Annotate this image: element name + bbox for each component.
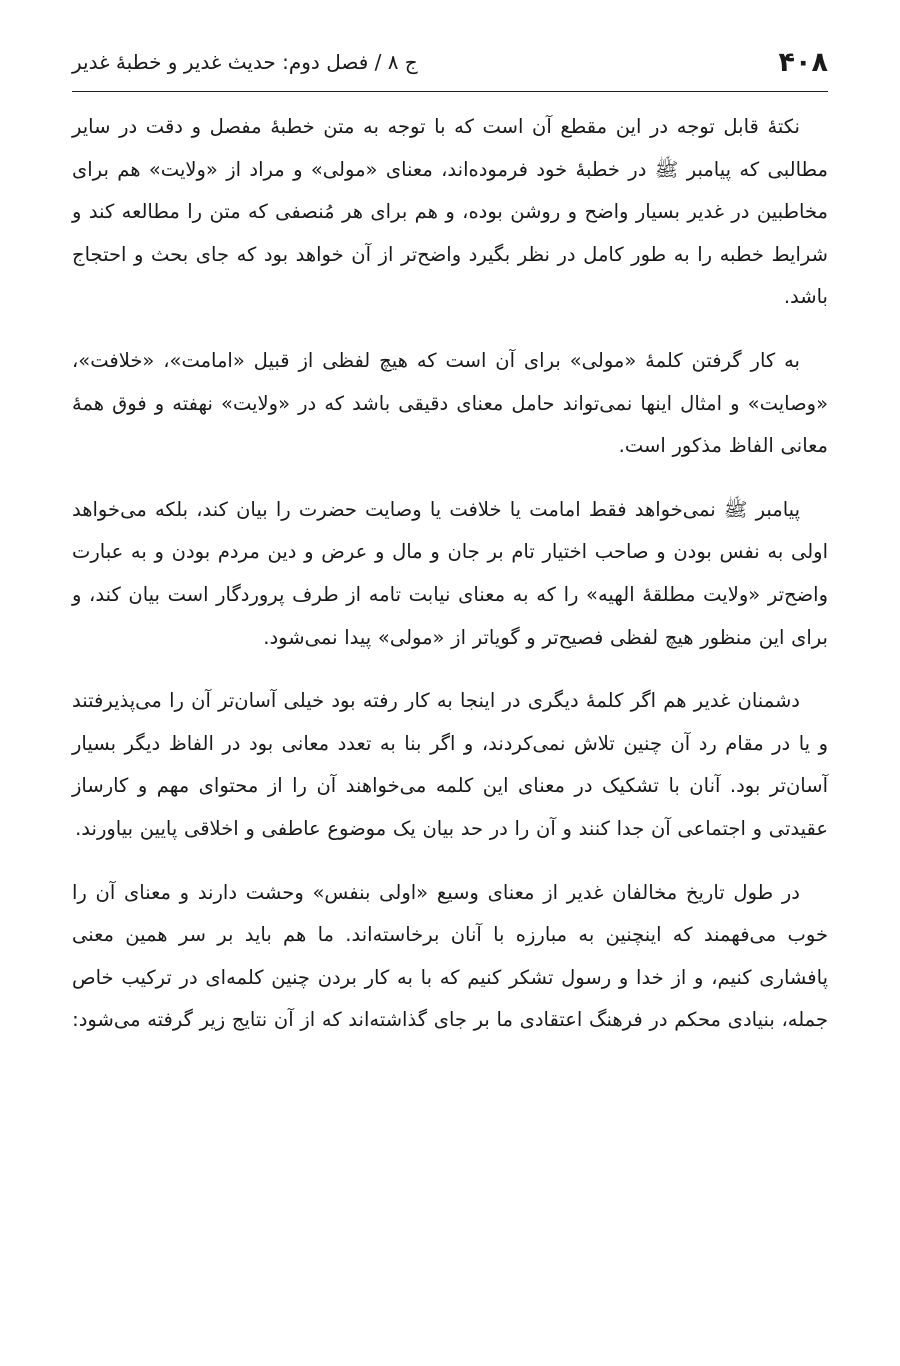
page-number: ۴۰۸: [778, 46, 828, 78]
paragraph-2: به کار گرفتن کلمهٔ «مولی» برای آن است که هیچ لفظی از قبیل «امامت»، «خلافت»، «وصایت» و امثال اینها نمی‌تواند حامل معنای دقیقی باشد که در «ولایت» نهفته و فوق همهٔ معانی الفاظ مذکور است.: [72, 348, 828, 458]
paragraph-5: در طول تاریخ مخالفان غدیر از معنای وسیع «اولی بنفس» وحشت دارند و معنای آن را خوب می‌فهمند که اینچنین به مبارزه با آنان برخاسته‌اند. ما هم باید بر سر همین معنی پافشاری کنیم، و از خدا و رسول تشکر کنیم که با به کار بردن چنین کلمه‌ای در ترکیب خاص جمله، بنیادی محکم در فرهنگ اعتقادی ما بر جای گذاشته‌اند که از آن نتایج زیر گرفته می‌شود:: [72, 880, 828, 1032]
running-title: ج ۸ / فصل دوم: حدیث غدیر و خطبهٔ غدیر: [72, 50, 418, 74]
running-head: [72, 38, 828, 86]
paragraph-3: پیامبر ﷺ نمی‌خواهد فقط امامت یا خلافت یا وصایت حضرت را بیان کند، بلکه می‌خواهد اولی به نفس بودن و صاحب اختیار تام بر جان و مال و عرض و دین مردم بودن و به عبارت واضح‌تر «ولایت مطلقهٔ الهیه» را که به معنای نیابت تامه از طرف پروردگار است بیان کند، و برای این منظور هیچ لفظی فصیح‌تر و گویاتر از «مولی» پیدا نمی‌شود.: [72, 497, 828, 649]
paragraph-4: دشمنان غدیر هم اگر کلمهٔ دیگری در اینجا به کار رفته بود خیلی آسان‌تر آن را می‌پذیرفتند و یا در مقام رد آن چنین تلاش نمی‌کردند، و اگر بنا به تعدد معانی بود در الفاظ دیگر بسیار آسان‌تر بود. آنان با تشکیک در معنای این کلمه می‌خواهند آن را از محتوای مهم و کارساز عقیدتی و اجتماعی آن جدا کنند و آن را در حد بیان یک موضوع عاطفی و اخلاقی پایین بیاورند.: [72, 689, 828, 840]
paragraph-1: نکتهٔ قابل توجه در این مقطع آن است که با توجه به متن خطبهٔ مفصل و دقت در سایر مطالبی که پیامبر ﷺ در خطبهٔ خود فرموده‌اند، معنای «مولی» و مراد از «ولایت» هم برای مخاطبین در غدیر بسیار واضح و روشن بوده، و هم برای هر مُنصفی که متن را مطالعه کند و شرایط خطبه را به طور کامل در نظر بگیرد واضح‌تر از آن خواهد بود که جای بحث و احتجاج باشد.: [72, 115, 828, 309]
body-text: [72, 106, 828, 1063]
header-rule: [72, 91, 828, 92]
